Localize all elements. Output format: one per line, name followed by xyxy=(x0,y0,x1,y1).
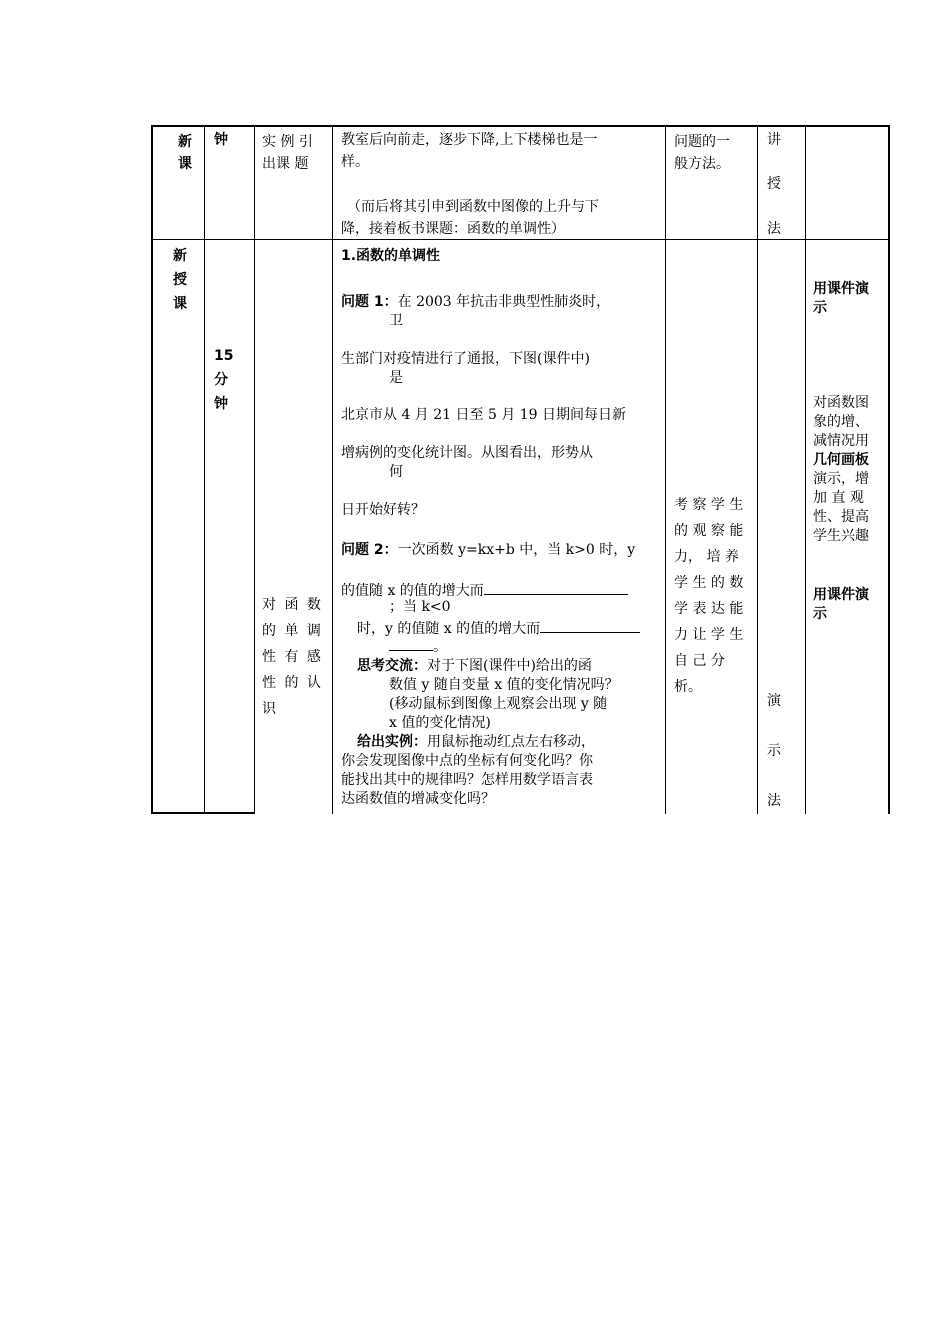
question-2-line xyxy=(389,636,447,657)
example xyxy=(357,733,595,752)
table-border-top xyxy=(151,125,890,127)
content-line: 能找出其中的规律吗？怎样用数学语言表 xyxy=(341,772,593,788)
content-line: 增病例的变化统计图。从图看出，形势从 xyxy=(341,445,593,461)
row1-method-char: 讲 xyxy=(767,132,781,148)
question-2-line-text: 。 xyxy=(433,639,447,655)
col-border-left xyxy=(151,125,153,814)
note-courseware-demo-2: 用课件演 示 xyxy=(813,587,869,622)
content-line: x 值的变化情况) xyxy=(389,715,491,731)
wrap-char: 是 xyxy=(389,370,403,386)
row-divider xyxy=(151,239,890,240)
row2-method-char: 法 xyxy=(767,793,781,809)
col-border-3 xyxy=(332,125,333,814)
note-text: 对函数图 象的增、 减情况用 xyxy=(813,395,869,449)
row2-phase-label: 新 授 课 xyxy=(173,248,187,312)
content-line: 你会发现图像中点的坐标有何变化吗？你 xyxy=(341,753,593,769)
row1-content-line: 教室后向前走，逐步下降,上下楼梯也是一 xyxy=(341,132,598,148)
note-courseware-demo: 用课件演 示 xyxy=(813,281,869,316)
row1-content-line: （而后将其引申到函数中图像的上升与下 xyxy=(347,199,599,215)
row1-method-char: 法 xyxy=(767,221,781,237)
question-1 xyxy=(341,293,610,312)
col-border-4 xyxy=(665,125,666,814)
row1-time-label: 钟 xyxy=(214,132,228,148)
row2-method-char: 示 xyxy=(767,743,781,759)
answer-blank xyxy=(484,580,628,595)
row1-content-line: 样。 xyxy=(341,154,369,170)
content-line: 数值 y 随自变量 x 值的变化情况吗？ xyxy=(389,677,619,693)
question-1-label: 问题 1： xyxy=(341,294,398,310)
content-line: (移动鼠标到图像上观察会出现 y 随 xyxy=(389,696,608,712)
row1-method-char: 授 xyxy=(767,176,781,192)
row2-time-label: 15 分 钟 xyxy=(214,348,234,412)
answer-blank xyxy=(389,636,433,651)
section-heading: 1.函数的单调性 xyxy=(341,248,441,264)
row1-content-line: 降，接着板书课题：函数的单调性） xyxy=(341,221,565,237)
row2-purpose: 考 察 学 生 的 观 察 能 力， 培 养 学 生 的 数 学 表 达 能 力 让 学 生 自 己 分 析。 xyxy=(674,497,744,695)
note-function-graph xyxy=(813,375,887,546)
col-border-right xyxy=(888,125,890,814)
col-border-1 xyxy=(204,125,205,814)
question-2-line-text: 时，y 的值随 x 的值的增大而 xyxy=(357,621,541,637)
row1-purpose: 问题的一 般方法。 xyxy=(674,134,730,172)
row1-step-label: 实 例 引 出课 题 xyxy=(262,134,313,172)
content-line: 生部门对疫情进行了通报，下图(课件中) xyxy=(341,351,590,367)
question-2-text: 一次函数 y=kx+b 中，当 k>0 时，y xyxy=(397,542,636,558)
col-border-6 xyxy=(805,125,806,814)
question-2 xyxy=(341,541,635,560)
row2-method-char: 演 xyxy=(767,693,781,709)
row1-phase-label: 新 课 xyxy=(178,134,192,172)
question-2-line-text: 的值随 x 的值的增大而 xyxy=(341,583,484,599)
example-text: 用鼠标拖动红点左右移动， xyxy=(427,734,595,750)
question-2-line: ；当 k<0 xyxy=(389,599,451,615)
content-line: 北京市从 4 月 21 日至 5 月 19 日期间每日新 xyxy=(341,407,627,423)
think-discuss-label: 思考交流： xyxy=(357,658,427,674)
wrap-char: 卫 xyxy=(389,313,403,329)
think-discuss xyxy=(357,657,592,676)
question-2-label: 问题 2： xyxy=(341,542,398,558)
col-border-2 xyxy=(254,125,255,814)
content-line: 达函数值的增减变化吗？ xyxy=(341,791,495,807)
col-border-5 xyxy=(757,125,758,814)
question-2-line xyxy=(341,580,628,601)
question-1-text: 在 2003 年抗击非典型性肺炎时， xyxy=(397,294,611,310)
think-discuss-text: 对于下图(课件中)给出的函 xyxy=(427,658,592,674)
table-border-bottom xyxy=(151,812,255,814)
wrap-char: 何 xyxy=(389,464,403,480)
row2-step-label: 对 函 数 的 单 调 性 有 感 性 的 认 识 xyxy=(262,597,323,717)
example-label: 给出实例： xyxy=(357,734,427,750)
note-text: 演示，增 加 直 观 性、提高 学生兴趣 xyxy=(813,471,869,544)
answer-blank xyxy=(540,618,640,633)
content-line: 日开始好转？ xyxy=(341,502,425,518)
note-geometer-sketchpad: 几何画板 xyxy=(813,452,869,468)
